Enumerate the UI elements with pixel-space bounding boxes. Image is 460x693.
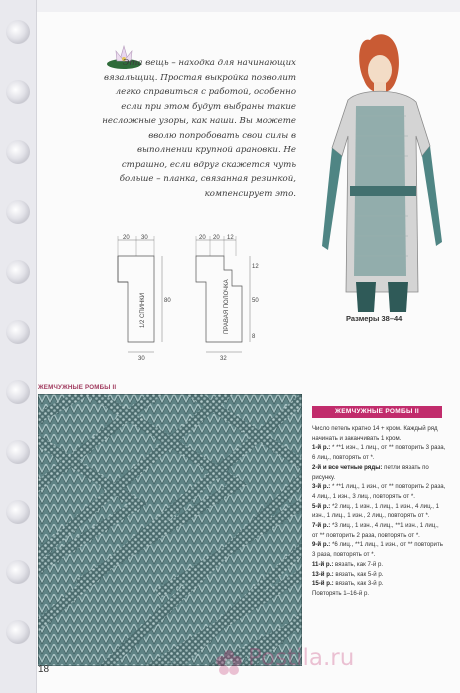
- front-side-top: 12: [252, 264, 259, 270]
- fashion-illustration: [318, 16, 448, 314]
- instruction-row: 15-й р.: вязать, как 3-й р.: [312, 580, 384, 588]
- front-top-width-2: 20: [213, 235, 220, 241]
- back-top-width-left: 20: [123, 235, 130, 241]
- instruction-row: 9-й р.: *6 лиц., **1 лиц., 1 изн., от ** повторить 3 раза, повторять от *.: [312, 541, 443, 559]
- knitting-instructions: [312, 424, 446, 599]
- sizes-label: Размеры 38–44: [346, 314, 403, 323]
- front-top-width-3: 12: [227, 235, 234, 241]
- swatch-title: ЖЕМЧУЖНЫЕ РОМБЫ II: [38, 384, 117, 391]
- back-bottom-width: 30: [138, 356, 145, 360]
- page-number: 18: [38, 664, 50, 675]
- rose-ornament-icon: [6, 380, 30, 404]
- instruction-row: Повторять 1–16-й р.: [312, 589, 370, 597]
- instruction-row: 1-й р.: * **1 изн., 1 лиц., от ** повторить 3 раза, 6 лиц., повторять от *.: [312, 444, 446, 462]
- front-side-bottom: 8: [252, 334, 256, 340]
- back-height: 80: [164, 298, 171, 304]
- top-bar: [36, 0, 460, 12]
- knit-swatch-photo: [38, 394, 302, 666]
- instructions-heading: ЖЕМЧУЖНЫЕ РОМБЫ II: [312, 406, 442, 418]
- instruction-row: 13-й р.: вязать, как 5-й р.: [312, 570, 384, 578]
- back-piece-label: 1/2 СПИНКИ: [140, 292, 146, 328]
- instruction-row: 7-й р.: *3 лиц., 1 изн., 4 лиц., **1 изн., 1 лиц., от ** повторить 2 раза, повторять от *.: [312, 522, 439, 539]
- decorative-border: [0, 0, 37, 693]
- rose-ornament-icon: [6, 500, 30, 524]
- instruction-row: 3-й р.: * **1 лиц., 1 изн., от ** повторить 2 раза, 4 лиц., 1 изн., 3 лиц., повторять от *.: [312, 483, 446, 500]
- rose-ornament-icon: [6, 80, 30, 104]
- rose-ornament-icon: [6, 140, 30, 164]
- instruction-row: Число петель кратно 14 + кром. Каждый ряд начинать и заканчивать 1 кром.: [312, 425, 438, 442]
- rose-ornament-icon: [6, 260, 30, 284]
- instruction-row: 2-й и все четные ряды: петли вязать по рисунку.: [312, 463, 429, 481]
- instruction-row: 5-й р.: *2 лиц., 1 изн., 1 лиц., 1 изн., 4 лиц., 1 изн., 1 лиц., 1 изн., 2 лиц., повторять от *.: [312, 502, 440, 520]
- rose-ornament-icon: [6, 620, 30, 644]
- front-piece: [196, 235, 259, 360]
- back-piece: [118, 235, 171, 360]
- instruction-row: 11-й р.: вязать, как 7-й р.: [312, 560, 384, 568]
- rose-ornament-icon: [6, 560, 30, 584]
- garment-schematic: [96, 230, 296, 360]
- front-piece-label: ПРАВАЯ ПОЛОЧКА: [224, 279, 230, 334]
- rose-ornament-icon: [6, 320, 30, 344]
- rose-ornament-icon: [6, 440, 30, 464]
- watermark-text: Postila.ru: [248, 645, 355, 671]
- front-top-width-1: 20: [199, 235, 206, 241]
- front-bottom-width: 32: [220, 356, 227, 360]
- rose-ornament-icon: [6, 200, 30, 224]
- rose-ornament-icon: [6, 20, 30, 44]
- front-side-middle: 50: [252, 298, 259, 304]
- watermark-flower-icon: [214, 648, 244, 678]
- back-top-width-right: 30: [141, 235, 148, 241]
- intro-text: Эта вещь – находка для начинающих вязальщиц. Простая выкройка позволит легко справиться с работой, особенно если при этом будут выбраны такие несложные узоры, как наши. Вы можете вволю попробовать свои силы в выполнении крупной арановки. Не страшно, если вдруг скажется чуть больше – планка, связанная резинкой, компенсирует это.: [102, 58, 296, 199]
